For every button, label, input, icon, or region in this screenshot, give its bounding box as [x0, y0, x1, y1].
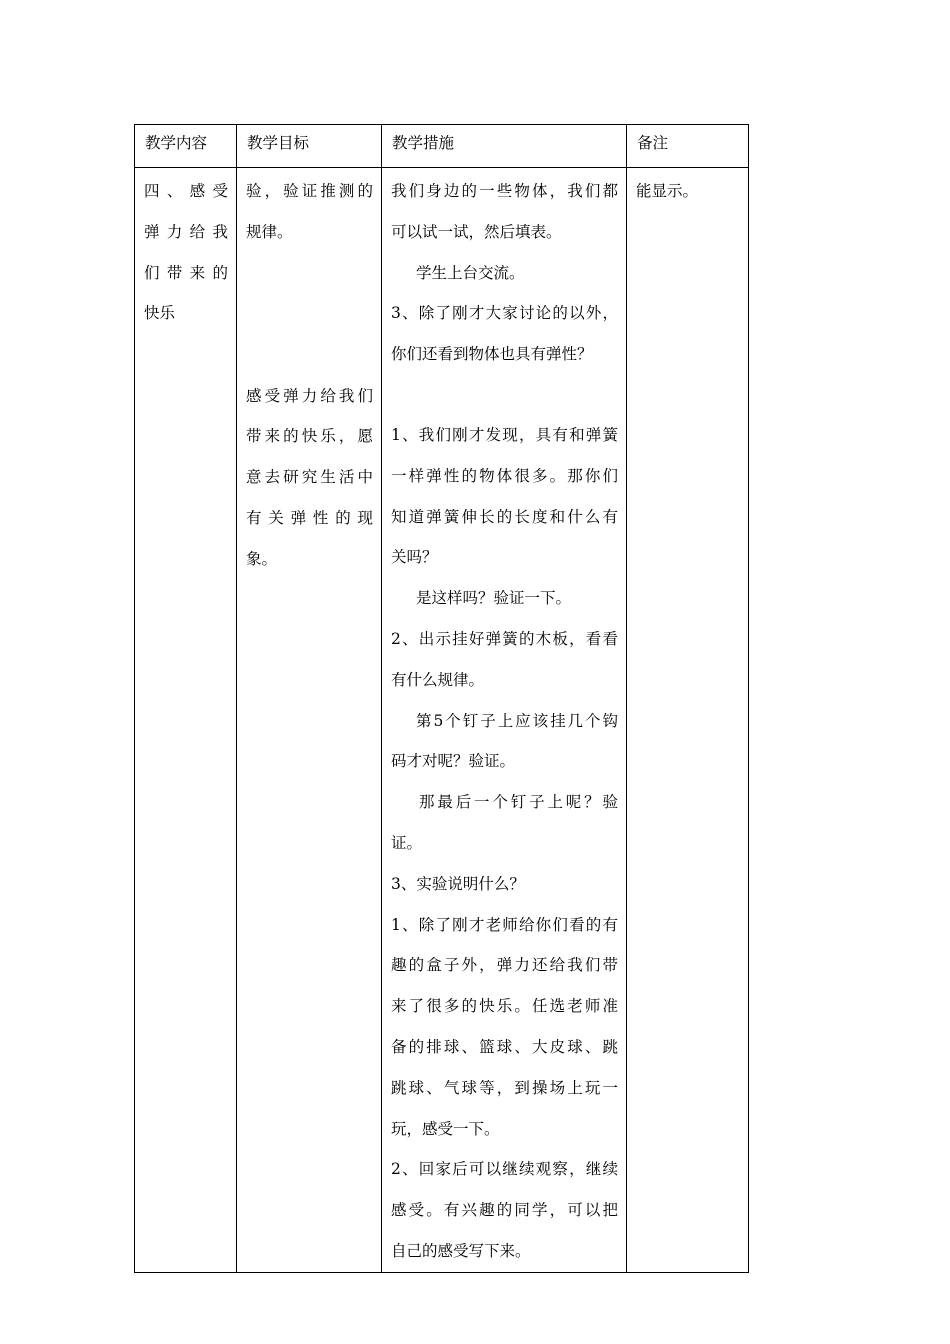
measure-line: 玩，感受一下。 — [391, 1119, 500, 1138]
measure-line: 是这样吗？验证一下。 — [416, 589, 572, 608]
goal-line: 有关弹性的现 — [246, 508, 373, 527]
measure-line: 3、实验说明什么？ — [391, 874, 525, 893]
measure-line: 一样弹性的物体很多。那你们 — [391, 466, 618, 485]
measure-line: 那最后一个钉子上呢？验 — [419, 793, 618, 812]
measure-line: 趣的盒子外，弹力还给我们带 — [391, 956, 618, 975]
goal-spacer — [246, 253, 373, 376]
content-line: 快乐 — [144, 304, 176, 323]
goal-line: 象。 — [246, 549, 278, 568]
body-row — [135, 168, 749, 1273]
goal-line: 感受弹力给我们 — [246, 386, 373, 405]
measure-line: 3、除了刚才大家讨论的以外， — [391, 304, 618, 323]
goal-line: 带来的快乐，愿 — [246, 427, 373, 446]
content-line: 四、感受 — [144, 182, 228, 200]
measure-line: 2、回家后可以继续观察，继续 — [391, 1160, 618, 1179]
goal-line: 意去研究生活中 — [246, 468, 373, 487]
measure-line: 你们还看到物体也具有弹性？ — [391, 345, 593, 364]
measure-line: 学生上台交流。 — [416, 263, 525, 282]
goal-cell — [237, 168, 382, 1273]
header-notes: 备注 — [627, 125, 749, 168]
content-cell — [135, 168, 237, 1273]
header-measures: 教学措施 — [382, 125, 627, 168]
measure-line: 1、我们刚才发现，具有和弹簧 — [391, 425, 618, 444]
measure-spacer — [391, 375, 618, 415]
measure-line: 感受。有兴趣的同学，可以把 — [391, 1201, 618, 1220]
measure-line: 第5个钉子上应该挂几个钩 — [416, 711, 618, 730]
measure-line: 有什么规律。 — [391, 670, 485, 689]
goal-line: 规律。 — [246, 222, 293, 241]
measure-line: 2、出示挂好弹簧的木板，看看 — [391, 629, 618, 648]
measure-line: 1、除了刚才老师给你们看的有 — [391, 915, 618, 934]
measure-line: 备的排球、篮球、大皮球、跳 — [391, 1037, 618, 1056]
measure-line: 跳球、气球等，到操场上玩一 — [391, 1078, 618, 1097]
goal-line: 验，验证推测的 — [246, 182, 373, 200]
measure-line: 码才对呢？验证。 — [391, 752, 516, 771]
measure-line: 可以试一试，然后填表。 — [391, 222, 562, 241]
lesson-plan-table — [134, 124, 749, 1273]
content-line: 们带来的 — [144, 263, 228, 282]
notes-text: 能显示。 — [636, 182, 699, 200]
measure-line: 我们身边的一些物体，我们都 — [391, 182, 618, 200]
measure-line: 关吗？ — [391, 548, 438, 567]
header-goal: 教学目标 — [237, 125, 382, 168]
measure-line: 证。 — [391, 833, 423, 852]
header-row — [135, 125, 749, 168]
header-content: 教学内容 — [135, 125, 237, 168]
measure-line: 来了很多的快乐。任选老师准 — [391, 997, 618, 1016]
notes-cell — [627, 168, 749, 1273]
measure-line: 自己的感受写下来。 — [391, 1241, 531, 1260]
measures-cell — [382, 168, 627, 1273]
measure-line: 知道弹簧伸长的长度和什么有 — [391, 507, 618, 526]
content-line: 弹力给我 — [144, 222, 228, 241]
